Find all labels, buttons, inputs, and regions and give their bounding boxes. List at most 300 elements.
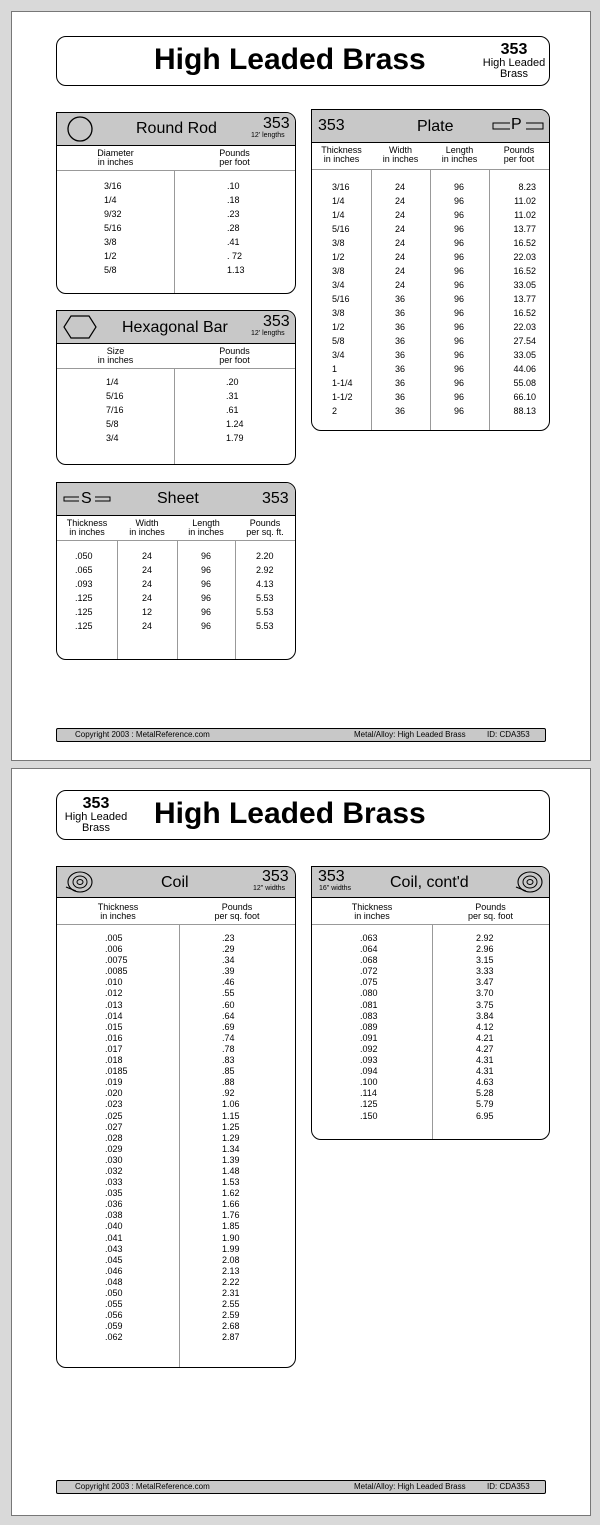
table-cell: .0075 xyxy=(105,955,128,966)
diameter-column xyxy=(104,179,122,277)
table-cell: .006 xyxy=(105,944,123,955)
table-cell: .31 xyxy=(226,391,239,401)
table-cell: 55.08 xyxy=(513,378,536,388)
table-cell: .39 xyxy=(222,966,235,977)
table-cell: 5.79 xyxy=(476,1099,494,1110)
table-cell: .094 xyxy=(360,1066,378,1077)
table-cell: .064 xyxy=(360,944,378,955)
col-header-pounds: Pounds per foot xyxy=(219,346,250,365)
table-cell: .018 xyxy=(105,1055,123,1066)
table-cell: .093 xyxy=(75,579,93,589)
table-cell: .036 xyxy=(105,1199,123,1210)
card-header xyxy=(57,311,295,344)
table-cell: 88.13 xyxy=(513,406,536,416)
table-cell: 24 xyxy=(142,621,153,631)
table-cell: 36 xyxy=(395,308,406,318)
table-cell: .080 xyxy=(360,988,378,999)
thickness-column xyxy=(75,549,93,633)
sheet-card xyxy=(56,482,296,660)
length-column xyxy=(201,549,211,633)
footer-copyright: Copyright 2003 : MetalReference.com xyxy=(75,1482,210,1491)
table-cell: .0085 xyxy=(105,966,128,977)
table-cell: 1.39 xyxy=(222,1154,240,1165)
table-cell: 1.76 xyxy=(222,1210,240,1221)
table-cell: .014 xyxy=(105,1010,123,1021)
col-header-length: Length in inches xyxy=(188,518,224,537)
table-cell: 4.13 xyxy=(256,579,274,589)
table-cell: .025 xyxy=(105,1110,123,1121)
divider xyxy=(432,925,433,1139)
round-rod-card xyxy=(56,112,296,294)
badge-line2: Brass xyxy=(81,822,111,834)
table-cell: 1.99 xyxy=(222,1243,240,1254)
table-cell: 2.96 xyxy=(476,944,494,955)
pounds-column xyxy=(508,180,536,418)
table-cell: 24 xyxy=(395,210,406,220)
badge-line1: High Leaded xyxy=(482,57,546,69)
badge-number: 353 xyxy=(500,41,528,58)
table-cell: .0185 xyxy=(105,1066,128,1077)
round-rod-icon xyxy=(65,115,95,143)
table-cell: 1.53 xyxy=(222,1177,240,1188)
table-cell: .125 xyxy=(360,1099,378,1110)
divider xyxy=(489,170,490,430)
card-subtitle: 12" widths xyxy=(253,885,286,892)
table-cell: 1.15 xyxy=(222,1110,240,1121)
table-cell: 24 xyxy=(395,252,406,262)
table-cell: .068 xyxy=(360,955,378,966)
table-cell: 2.13 xyxy=(222,1265,240,1276)
table-cell: 3/4 xyxy=(332,280,345,290)
card-number: 353 xyxy=(262,868,289,885)
table-cell: .125 xyxy=(75,621,93,631)
card-title: Sheet xyxy=(157,490,199,507)
table-cell: 16.52 xyxy=(513,308,536,318)
table-cell: 36 xyxy=(395,406,406,416)
table-cell: .012 xyxy=(105,988,123,999)
table-cell: .023 xyxy=(105,1099,123,1110)
table-cell: .048 xyxy=(105,1276,123,1287)
table-cell: 96 xyxy=(454,280,465,290)
thickness-column xyxy=(105,933,128,1343)
badge-line2: Brass xyxy=(499,68,529,80)
table-cell: .92 xyxy=(222,1088,235,1099)
table-cell: 4.21 xyxy=(476,1032,494,1043)
col-header-thickness: Thickness in inches xyxy=(97,902,139,921)
table-cell: .125 xyxy=(75,593,93,603)
table-cell: 96 xyxy=(454,266,465,276)
table-cell: 24 xyxy=(142,565,153,575)
card-title: Coil xyxy=(161,874,189,891)
badge-number: 353 xyxy=(82,795,110,812)
table-cell: 24 xyxy=(395,182,406,192)
footer-id: ID: CDA353 xyxy=(487,1482,530,1491)
divider xyxy=(174,171,175,293)
table-cell: 3.84 xyxy=(476,1010,494,1021)
table-cell: .23 xyxy=(227,209,240,219)
table-cell: 2.68 xyxy=(222,1321,240,1332)
table-cell: 3.70 xyxy=(476,988,494,999)
table-cell: 16.52 xyxy=(513,266,536,276)
page-title: High Leaded Brass xyxy=(154,43,426,76)
table-cell: 5/16 xyxy=(332,224,350,234)
table-cell: 1.85 xyxy=(222,1221,240,1232)
table-cell: .046 xyxy=(105,1265,123,1276)
table-cell: 3/16 xyxy=(104,181,122,191)
footer-alloy: Metal/Alloy: High Leaded Brass xyxy=(354,730,466,739)
table-cell: 33.05 xyxy=(513,350,536,360)
divider xyxy=(430,170,431,430)
table-cell: .125 xyxy=(75,607,93,617)
table-cell: .010 xyxy=(105,977,123,988)
table-cell: .019 xyxy=(105,1077,123,1088)
table-cell: 36 xyxy=(395,392,406,402)
hex-bar-card xyxy=(56,310,296,465)
card-header xyxy=(312,110,549,143)
table-cell: 1 xyxy=(332,364,338,374)
table-cell: .78 xyxy=(222,1043,235,1054)
table-cell: 5/16 xyxy=(332,294,350,304)
table-cell: .28 xyxy=(227,223,240,233)
thickness-column xyxy=(332,180,353,418)
card-subtitle: 16" widths xyxy=(319,885,352,892)
footer xyxy=(56,728,546,742)
pounds-column xyxy=(227,179,245,277)
table-cell: 1/4 xyxy=(332,196,345,206)
table-cell: .043 xyxy=(105,1243,123,1254)
table-cell: 36 xyxy=(395,350,406,360)
coil-icon xyxy=(512,869,544,895)
coil-card xyxy=(56,866,296,1368)
table-cell: 96 xyxy=(454,182,465,192)
table-cell: .015 xyxy=(105,1021,123,1032)
table-cell: .065 xyxy=(75,565,93,575)
page-1 xyxy=(11,11,591,761)
table-cell: 2 xyxy=(332,406,338,416)
table-cell: 96 xyxy=(454,308,465,318)
table-cell: 16.52 xyxy=(513,238,536,248)
table-cell: .093 xyxy=(360,1055,378,1066)
table-cell: .10 xyxy=(227,181,240,191)
table-cell: 96 xyxy=(201,621,212,631)
table-cell: 1/2 xyxy=(332,252,345,262)
table-cell: 4.31 xyxy=(476,1066,494,1077)
table-cell: 1/4 xyxy=(332,210,345,220)
table-cell: 96 xyxy=(201,551,212,561)
col-header-pounds: Pounds per sq. foot xyxy=(214,902,260,921)
divider xyxy=(57,170,295,171)
pounds-column xyxy=(256,549,274,633)
table-cell: 1.79 xyxy=(226,433,244,443)
card-number: 353 xyxy=(318,868,345,885)
table-cell: 2.92 xyxy=(476,933,494,943)
table-cell: 22.03 xyxy=(513,322,536,332)
table-cell: .23 xyxy=(222,933,235,943)
table-cell: .55 xyxy=(222,988,235,999)
footer-copyright: Copyright 2003 : MetalReference.com xyxy=(75,730,210,739)
table-cell: .020 xyxy=(105,1088,123,1099)
col-header-pounds: Pounds per sq. ft. xyxy=(246,518,284,537)
table-cell: 5/8 xyxy=(106,419,119,429)
width-column xyxy=(395,180,405,418)
table-cell: 3/8 xyxy=(332,238,345,248)
card-header xyxy=(57,113,295,146)
footer-id: ID: CDA353 xyxy=(487,730,530,739)
table-cell: 2.31 xyxy=(222,1288,240,1298)
table-cell: 24 xyxy=(142,551,153,561)
table-cell: 1.66 xyxy=(222,1199,240,1210)
table-cell: 8.23 xyxy=(518,182,536,192)
coil-contd-card xyxy=(311,866,550,1140)
table-cell: 96 xyxy=(201,607,212,617)
table-cell: .017 xyxy=(105,1043,123,1054)
table-cell: 4.63 xyxy=(476,1077,494,1088)
col-header-size: Size in inches xyxy=(97,346,134,365)
table-cell: 1-1/4 xyxy=(332,378,353,388)
table-cell: 36 xyxy=(395,364,406,374)
table-cell: 3/4 xyxy=(332,350,345,360)
table-cell: .055 xyxy=(105,1299,123,1310)
table-cell: 5.53 xyxy=(256,607,274,617)
table-cell: .033 xyxy=(105,1177,123,1188)
table-cell: .030 xyxy=(105,1154,123,1165)
table-cell: 3/16 xyxy=(332,182,350,192)
table-cell: .013 xyxy=(105,999,123,1010)
table-cell: .46 xyxy=(222,977,235,988)
table-cell: 24 xyxy=(395,238,406,248)
size-column xyxy=(106,375,124,445)
card-subtitle: 12' lengths xyxy=(251,330,285,337)
table-cell: .059 xyxy=(105,1321,123,1332)
col-header-width: Width in inches xyxy=(382,145,419,164)
table-cell: .61 xyxy=(226,405,239,415)
table-cell: 1.06 xyxy=(222,1099,240,1110)
table-cell: 96 xyxy=(454,336,465,346)
table-cell: 13.77 xyxy=(513,294,536,304)
table-cell: .083 xyxy=(360,1010,378,1021)
table-cell: 1/2 xyxy=(332,322,345,332)
table-cell: 7/16 xyxy=(106,405,124,415)
table-cell: 11.02 xyxy=(514,196,536,206)
table-cell: 2.22 xyxy=(222,1276,240,1287)
card-number: 353 xyxy=(263,115,290,132)
card-number: 353 xyxy=(318,117,345,134)
table-cell: .18 xyxy=(227,195,240,205)
col-header-length: Length in inches xyxy=(441,145,478,164)
table-cell: 96 xyxy=(201,593,212,603)
table-cell: 4.12 xyxy=(476,1021,494,1032)
col-header-pounds: Pounds per foot xyxy=(503,145,535,164)
plate-icon-letter: P xyxy=(511,116,522,133)
table-cell: .089 xyxy=(360,1021,378,1032)
table-cell: 5/16 xyxy=(104,223,122,233)
table-cell: 96 xyxy=(454,196,465,206)
table-cell: 24 xyxy=(395,196,406,206)
card-number: 353 xyxy=(262,490,289,507)
table-cell: .85 xyxy=(222,1066,235,1077)
divider xyxy=(57,924,295,925)
table-cell: .050 xyxy=(105,1288,123,1298)
divider xyxy=(179,925,180,1367)
divider xyxy=(57,368,295,369)
table-cell: .062 xyxy=(105,1332,123,1343)
table-cell: .050 xyxy=(75,551,93,561)
table-cell: 5/8 xyxy=(332,336,345,346)
table-cell: 96 xyxy=(454,322,465,332)
table-cell: 1.24 xyxy=(226,419,244,429)
table-cell: 36 xyxy=(395,378,406,388)
table-cell: 96 xyxy=(454,406,465,416)
table-cell: 5/8 xyxy=(104,265,117,275)
table-cell: 22.03 xyxy=(513,252,536,262)
card-header xyxy=(57,867,295,898)
table-cell: .016 xyxy=(105,1032,123,1043)
hexagon-icon xyxy=(63,314,97,340)
width-column xyxy=(142,549,152,633)
plate-card xyxy=(311,109,550,431)
table-cell: 5.53 xyxy=(256,621,274,631)
divider xyxy=(174,369,175,464)
badge-line1: High Leaded xyxy=(64,811,128,823)
table-cell: 1.25 xyxy=(222,1121,240,1132)
sheet-icon-letter: S xyxy=(81,490,92,507)
table-cell: .092 xyxy=(360,1043,378,1054)
table-cell: 1.90 xyxy=(222,1232,240,1243)
table-cell: .69 xyxy=(222,1021,235,1032)
table-cell: .41 xyxy=(227,237,240,247)
table-cell: 96 xyxy=(201,579,212,589)
footer xyxy=(56,1480,546,1494)
divider xyxy=(57,540,295,541)
card-title: Coil, cont'd xyxy=(390,874,469,891)
table-cell: .075 xyxy=(360,977,378,988)
divider xyxy=(235,541,236,659)
footer-alloy: Metal/Alloy: High Leaded Brass xyxy=(354,1482,466,1491)
table-cell: 9/32 xyxy=(104,209,122,219)
col-header-pounds: Pounds per sq. foot xyxy=(467,902,514,921)
table-cell: .34 xyxy=(222,955,235,966)
table-cell: .74 xyxy=(222,1032,235,1043)
table-cell: 1.29 xyxy=(222,1132,240,1143)
table-cell: 96 xyxy=(201,565,212,575)
table-cell: 1.13 xyxy=(227,265,245,275)
table-cell: .081 xyxy=(360,999,378,1010)
divider xyxy=(177,541,178,659)
table-cell: 3.47 xyxy=(476,977,494,988)
table-cell: 36 xyxy=(395,294,406,304)
table-cell: .150 xyxy=(360,1110,378,1121)
title-box xyxy=(56,790,550,840)
table-cell: .056 xyxy=(105,1310,123,1321)
col-header-diameter: Diameter in inches xyxy=(97,148,134,167)
thickness-column xyxy=(360,933,378,1122)
card-title: Plate xyxy=(417,118,454,135)
divider xyxy=(371,170,372,430)
table-cell: 96 xyxy=(454,364,465,374)
table-cell: .027 xyxy=(105,1121,123,1132)
table-cell: 66.10 xyxy=(513,392,536,402)
table-cell: .063 xyxy=(360,933,378,943)
table-cell: 2.59 xyxy=(222,1310,240,1321)
card-title: Hexagonal Bar xyxy=(122,319,228,336)
table-cell: 3/8 xyxy=(332,308,345,318)
divider xyxy=(117,541,118,659)
pounds-column xyxy=(476,933,494,1122)
length-column xyxy=(454,180,464,418)
card-title: Round Rod xyxy=(136,120,217,137)
table-cell: 1-1/2 xyxy=(332,392,353,402)
table-cell: 3/4 xyxy=(106,433,119,443)
col-header-width: Width in inches xyxy=(129,518,165,537)
table-cell: 1/2 xyxy=(104,251,117,261)
table-cell: 2.87 xyxy=(222,1332,240,1343)
table-cell: 24 xyxy=(395,224,406,234)
col-header-thickness: Thickness in inches xyxy=(66,518,108,537)
pounds-column xyxy=(226,375,244,445)
table-cell: 13.77 xyxy=(513,224,536,234)
table-cell: 1.34 xyxy=(222,1143,240,1154)
card-number: 353 xyxy=(263,313,290,330)
table-cell: 11.02 xyxy=(514,210,536,220)
table-cell: 3/8 xyxy=(332,266,345,276)
table-cell: . 72 xyxy=(227,251,243,261)
table-cell: 2.92 xyxy=(256,565,274,575)
table-cell: 96 xyxy=(454,252,465,262)
card-header xyxy=(312,867,549,898)
table-cell: .60 xyxy=(222,999,235,1010)
table-cell: 4.31 xyxy=(476,1055,494,1066)
table-cell: 1.48 xyxy=(222,1165,240,1176)
table-cell: .072 xyxy=(360,966,378,977)
table-cell: .88 xyxy=(222,1077,235,1088)
table-cell: 1/4 xyxy=(106,377,119,387)
table-cell: .100 xyxy=(360,1077,378,1088)
table-cell: 2.55 xyxy=(222,1299,240,1310)
table-cell: .038 xyxy=(105,1210,123,1221)
table-cell: .29 xyxy=(222,944,235,955)
table-cell: 4.27 xyxy=(476,1043,494,1054)
table-cell: .091 xyxy=(360,1032,378,1043)
table-cell: 27.54 xyxy=(513,336,536,346)
card-header xyxy=(57,483,295,516)
table-cell: 5.53 xyxy=(256,593,274,603)
table-cell: .035 xyxy=(105,1188,123,1199)
title-box xyxy=(56,36,550,86)
table-cell: .028 xyxy=(105,1132,123,1143)
col-header-thickness: Thickness in inches xyxy=(351,902,393,921)
table-cell: 96 xyxy=(454,392,465,402)
alloy-badge xyxy=(479,41,549,80)
table-cell: 96 xyxy=(454,294,465,304)
page-title: High Leaded Brass xyxy=(154,797,426,830)
table-cell: .20 xyxy=(226,377,239,387)
table-cell: 96 xyxy=(454,378,465,388)
table-cell: 96 xyxy=(454,350,465,360)
table-cell: 33.05 xyxy=(513,280,536,290)
table-cell: 96 xyxy=(454,238,465,248)
pounds-column xyxy=(222,933,240,1343)
table-cell: 3/8 xyxy=(104,237,117,247)
table-cell: .64 xyxy=(222,1010,235,1021)
table-cell: .045 xyxy=(105,1254,123,1265)
table-cell: 3.75 xyxy=(476,999,494,1010)
table-cell: .029 xyxy=(105,1143,123,1154)
divider xyxy=(312,924,549,925)
table-cell: 1.62 xyxy=(222,1188,240,1199)
table-cell: 36 xyxy=(395,322,406,332)
table-cell: 36 xyxy=(395,336,406,346)
col-header-thickness: Thickness in inches xyxy=(321,145,362,164)
